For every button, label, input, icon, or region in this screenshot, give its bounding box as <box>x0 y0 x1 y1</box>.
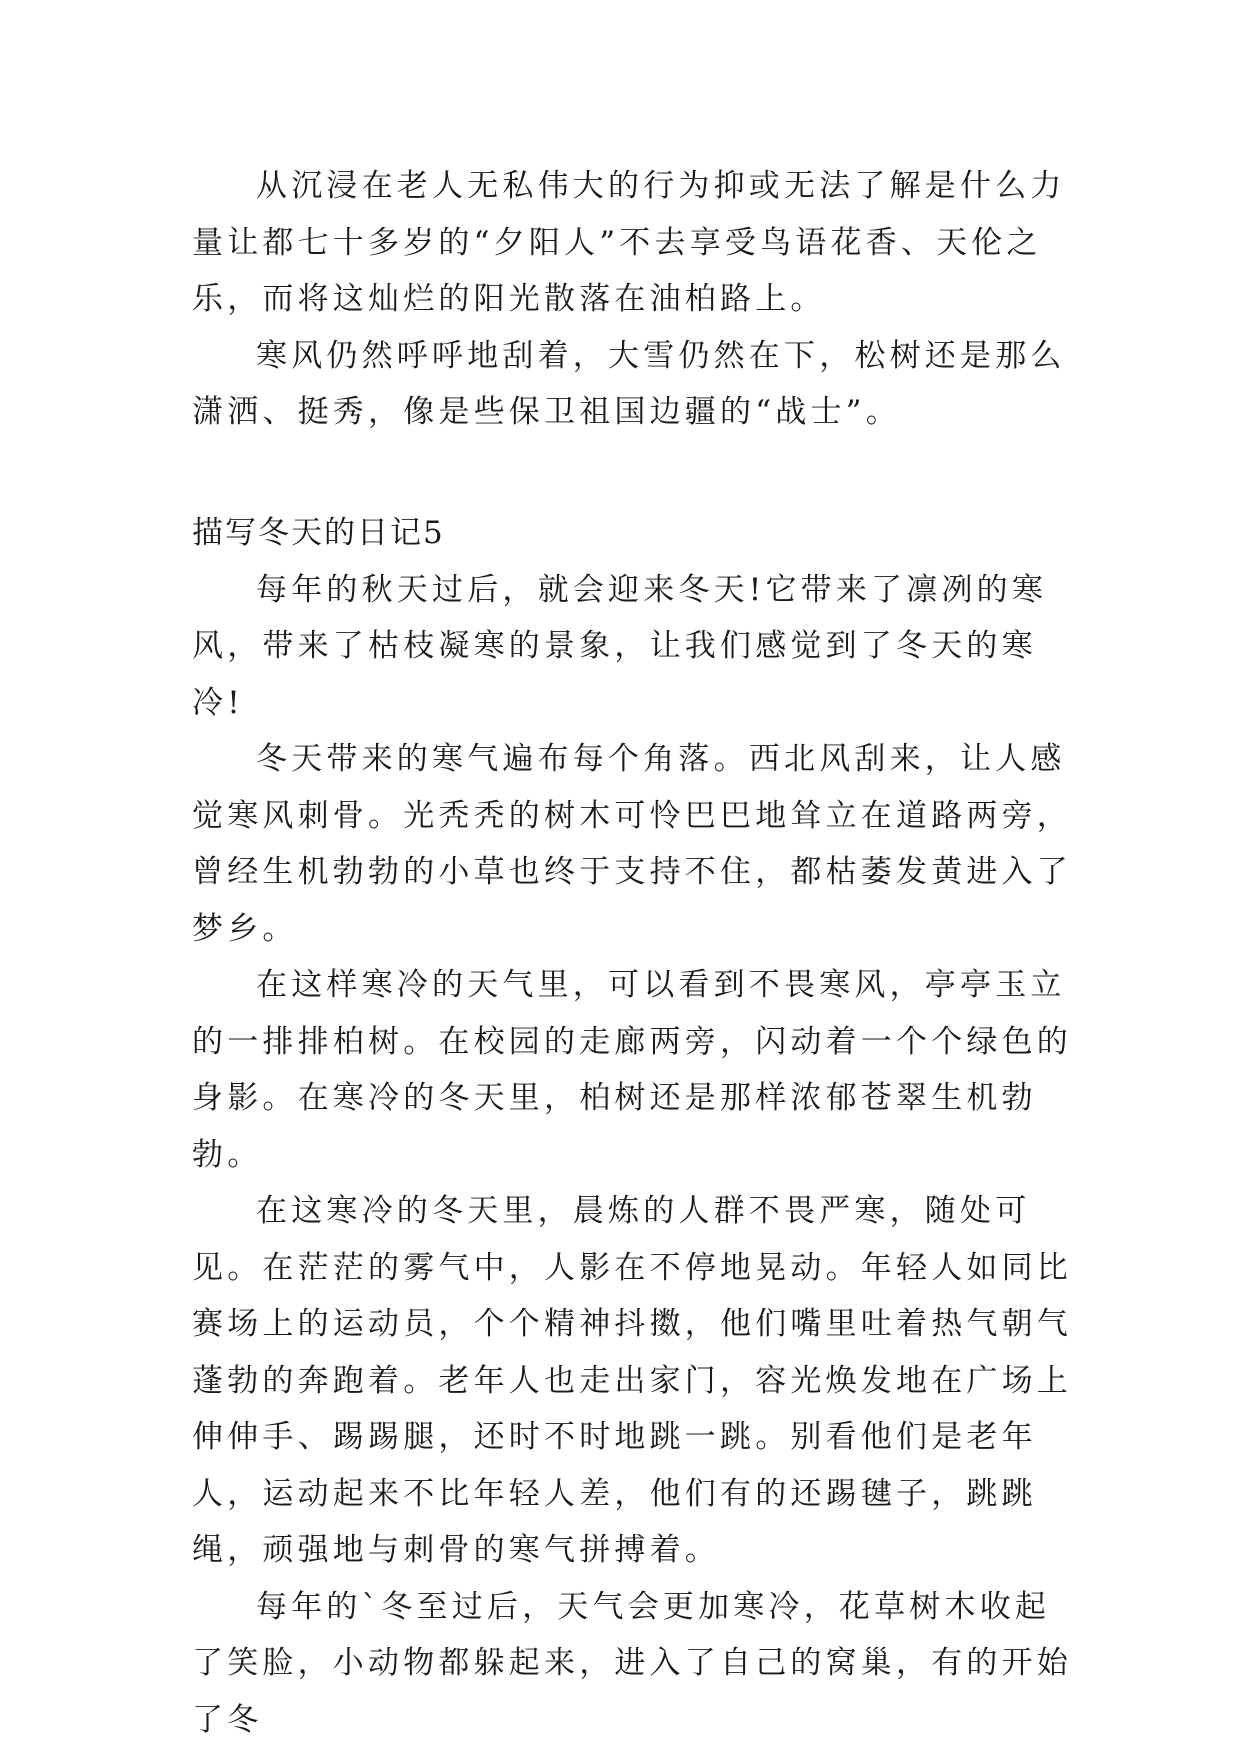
paragraph: 冬天带来的寒气遍布每个角落。西北风刮来，让人感觉寒风刺骨。光秃秃的树木可怜巴巴地耸立在道路两旁，曾经生机勃勃的小草也终于支持不住，都枯萎发黄进入了梦乡。 <box>192 741 1072 947</box>
paragraph: 每年的`冬至过后，天气会更加寒冷，花草树木收起了笑脸，小动物都躲起来，进入了自己的窝巢，有的开始了冬 <box>192 1588 1072 1738</box>
section-heading: 描写冬天的日记5 <box>192 515 445 551</box>
text-section-1 <box>192 158 1072 441</box>
text-section-2 <box>192 505 1072 1748</box>
paragraph: 每年的秋天过后，就会迎来冬天!它带来了凛冽的寒风，带来了枯枝凝寒的景象，让我们感觉到了冬天的寒冷! <box>192 571 1048 721</box>
paragraph: 从沉浸在老人无私伟大的行为抑或无法了解是什么力量让都七十多岁的“夕阳人”不去享受鸟语花香、天伦之乐，而将这灿烂的阳光散落在油柏路上。 <box>192 168 1066 317</box>
paragraph: 在这样寒冷的天气里，可以看到不畏寒风，亭亭玉立的一排排柏树。在校园的走廊两旁，闪动着一个个绿色的身影。在寒冷的冬天里，柏树还是那样浓郁苍翠生机勃勃。 <box>192 967 1072 1173</box>
paragraph: 在这寒冷的冬天里，晨炼的人群不畏严寒，随处可见。在茫茫的雾气中，人影在不停地晃动。年轻人如同比赛场上的运动员，个个精神抖擞，他们嘴里吐着热气朝气蓬勃的奔跑着。老年人也走出家门，容光焕发地在广场上伸伸手、踢踢腿，还时不时地跳一跳。别看他们是老年人，运动起来不比年轻人差，他们有的还踢毽子，跳跳绳，顽强地与刺骨的寒气拼搏着。 <box>192 1193 1072 1568</box>
paragraph: 寒风仍然呼呼地刮着，大雪仍然在下，松树还是那么潇洒、挺秀，像是些保卫祖国边疆的“战士”。 <box>192 337 1066 430</box>
